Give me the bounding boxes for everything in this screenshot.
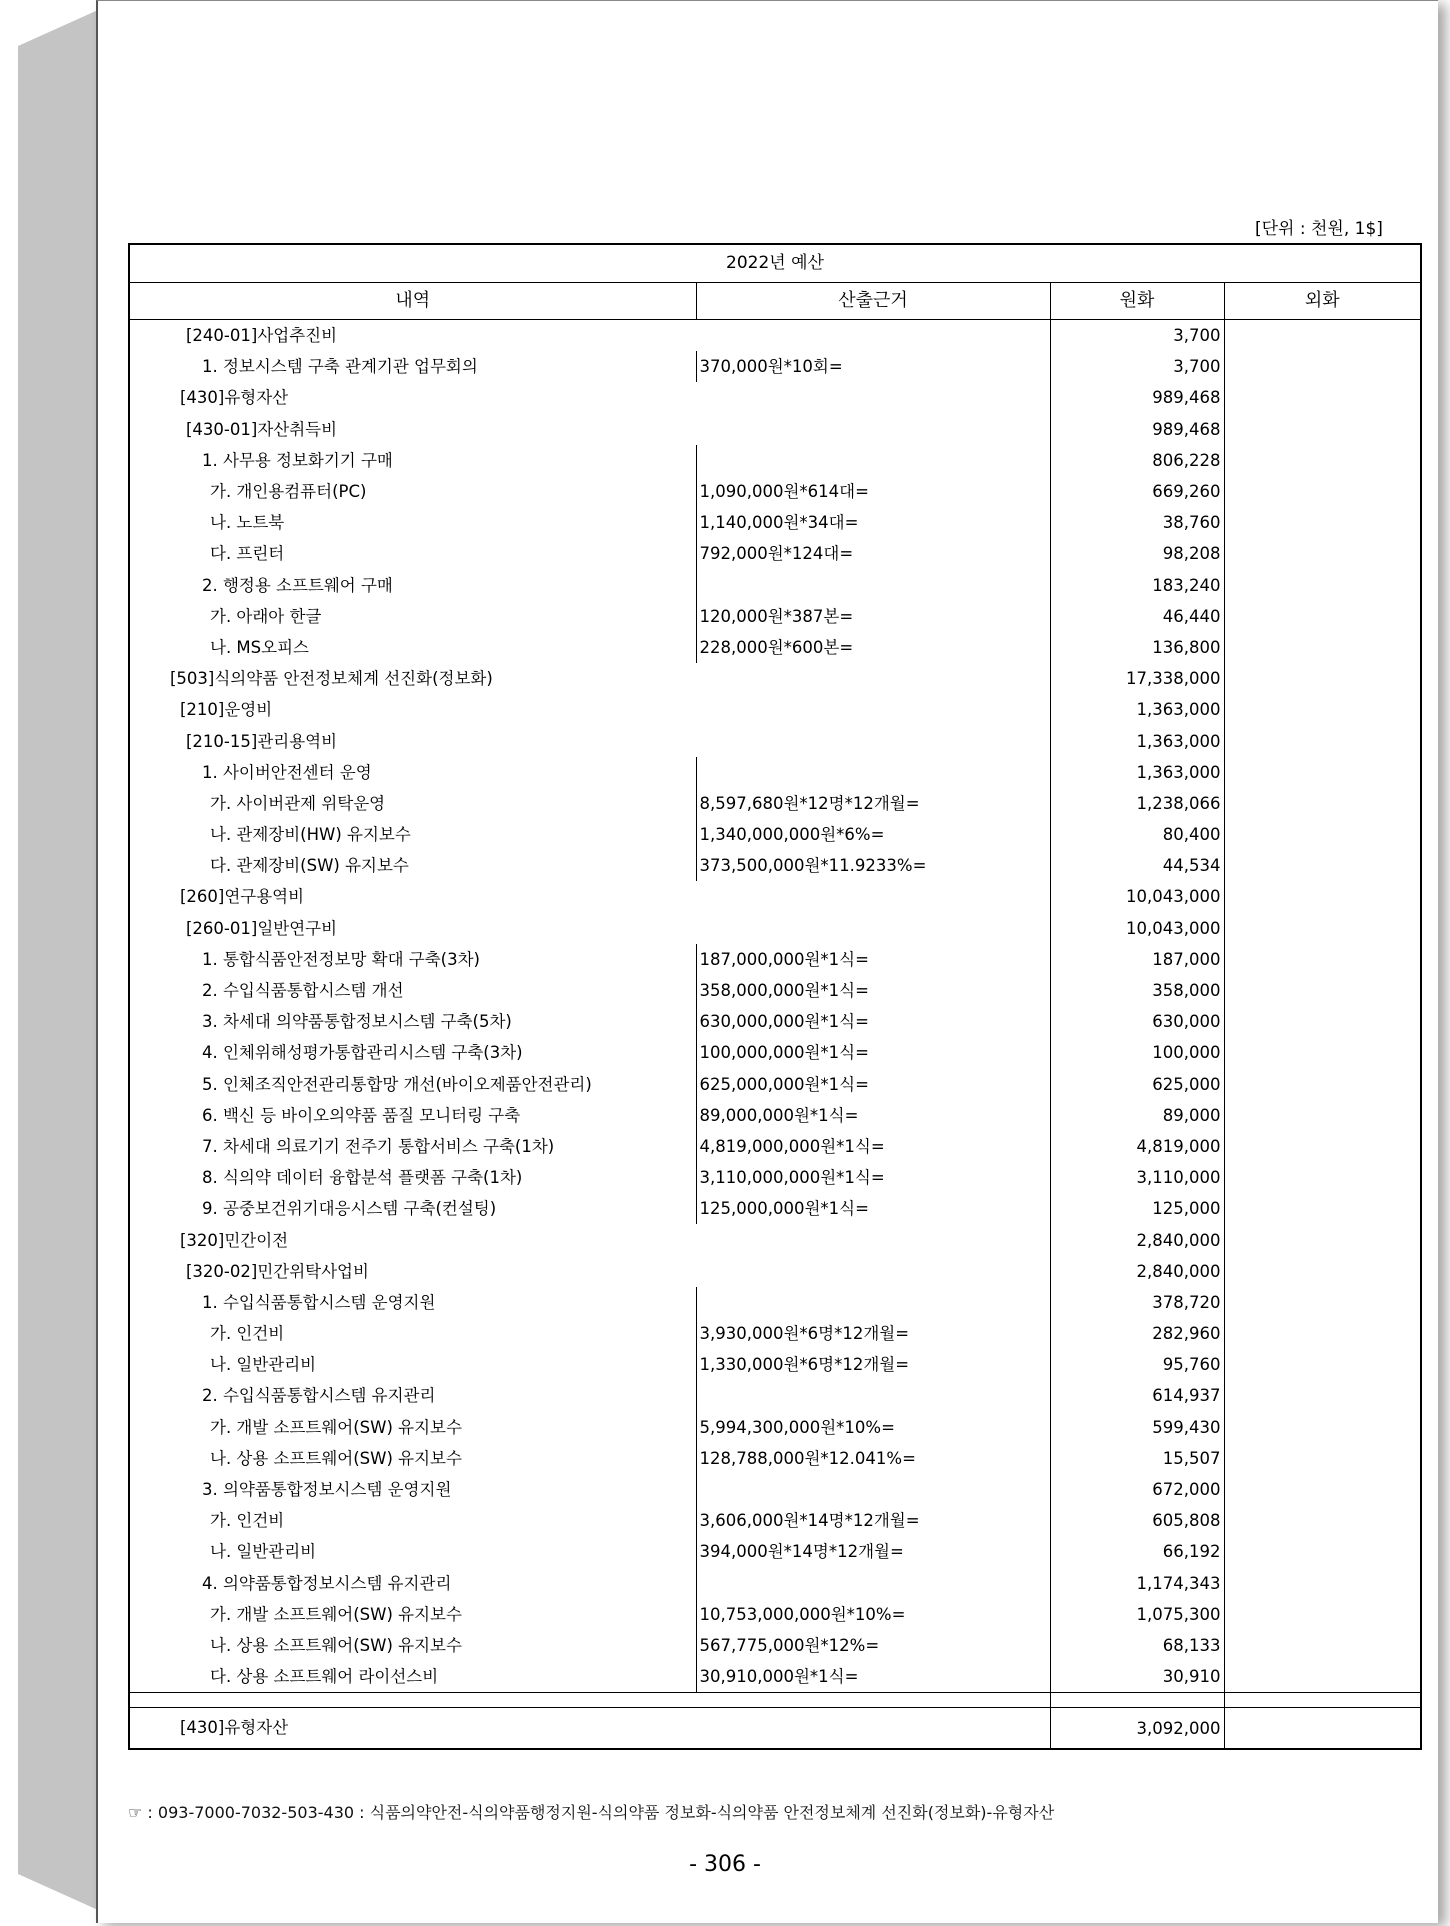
row-krw: 1,363,000 [1050, 725, 1224, 756]
row-basis: 625,000,000원*1식= [696, 1069, 1050, 1100]
row-fx [1224, 1474, 1421, 1505]
row-item: 다. 상용 소프트웨어 라이선스비 [129, 1661, 696, 1693]
row-item: [210]운영비 [129, 694, 1050, 725]
row-item: 4. 의약품통합정보시스템 유지관리 [129, 1568, 696, 1599]
table-row [129, 975, 1421, 1006]
footnote: ☞ : 093-7000-7032-503-430 : 식품의약안전-식의약품행정지원-식의약품 정보화-식의약품 안전정보체계 선진화(정보화)-유형자산 [128, 1803, 1055, 1822]
table-row [129, 1193, 1421, 1224]
table-row [129, 694, 1421, 725]
row-basis: 120,000원*387본= [696, 601, 1050, 632]
row-fx [1224, 1599, 1421, 1630]
row-item: 나. 일반관리비 [129, 1536, 696, 1567]
budget-rows [129, 320, 1421, 1750]
row-item: 가. 아래아 한글 [129, 601, 696, 632]
table-row [129, 1162, 1421, 1193]
row-item: 나. 일반관리비 [129, 1349, 696, 1380]
row-fx [1224, 382, 1421, 413]
row-item: 가. 인건비 [129, 1505, 696, 1536]
row-krw: 44,534 [1050, 850, 1224, 881]
row-item: [210-15]관리용역비 [129, 725, 1050, 756]
table-row [129, 913, 1421, 944]
table-row [129, 538, 1421, 569]
row-fx [1224, 1349, 1421, 1380]
table-row [129, 1069, 1421, 1100]
row-item: 나. 관제장비(HW) 유지보수 [129, 819, 696, 850]
table-row [129, 1006, 1421, 1037]
row-item: [260]연구용역비 [129, 881, 1050, 912]
row-basis: 1,340,000,000원*6%= [696, 819, 1050, 850]
table-row [129, 1505, 1421, 1536]
row-item: [430-01]자산취득비 [129, 414, 1050, 445]
table-row [129, 601, 1421, 632]
final-row-fx [1224, 1708, 1421, 1750]
row-krw: 1,075,300 [1050, 1599, 1224, 1630]
row-basis [696, 445, 1050, 476]
row-basis: 228,000원*600본= [696, 632, 1050, 663]
header-item: 내역 [129, 283, 696, 320]
table-row [129, 1349, 1421, 1380]
row-item: 5. 인체조직안전관리통합망 개선(바이오제품안전관리) [129, 1069, 696, 1100]
row-fx [1224, 1224, 1421, 1255]
row-krw: 15,507 [1050, 1443, 1224, 1474]
row-fx [1224, 1443, 1421, 1474]
row-krw: 4,819,000 [1050, 1131, 1224, 1162]
table-row [129, 1443, 1421, 1474]
row-basis: 5,994,300,000원*10%= [696, 1412, 1050, 1443]
row-item: 3. 차세대 의약품통합정보시스템 구축(5차) [129, 1006, 696, 1037]
page-number: - 306 - [689, 1852, 761, 1877]
row-basis [696, 1568, 1050, 1599]
row-fx [1224, 725, 1421, 756]
row-basis: 4,819,000,000원*1식= [696, 1131, 1050, 1162]
row-basis: 1,090,000원*614대= [696, 476, 1050, 507]
row-krw: 358,000 [1050, 975, 1224, 1006]
row-fx [1224, 694, 1421, 725]
final-row-krw: 3,092,000 [1050, 1708, 1224, 1750]
table-row [129, 1037, 1421, 1068]
row-fx [1224, 1037, 1421, 1068]
row-krw: 98,208 [1050, 538, 1224, 569]
row-krw: 989,468 [1050, 414, 1224, 445]
table-row [129, 1474, 1421, 1505]
row-item: 가. 사이버관제 위탁운영 [129, 788, 696, 819]
final-row [129, 1708, 1421, 1750]
row-item: 1. 통합식품안전정보망 확대 구축(3차) [129, 944, 696, 975]
row-item: [430]유형자산 [129, 382, 1050, 413]
row-item: 가. 개인용컴퓨터(PC) [129, 476, 696, 507]
row-basis [696, 1474, 1050, 1505]
row-basis: 567,775,000원*12%= [696, 1630, 1050, 1661]
row-item: 3. 의약품통합정보시스템 운영지원 [129, 1474, 696, 1505]
row-krw: 630,000 [1050, 1006, 1224, 1037]
table-row [129, 476, 1421, 507]
row-fx [1224, 1318, 1421, 1349]
row-item: 가. 인건비 [129, 1318, 696, 1349]
table-row [129, 788, 1421, 819]
table-row [129, 1536, 1421, 1567]
row-fx [1224, 414, 1421, 445]
row-fx [1224, 788, 1421, 819]
row-krw: 46,440 [1050, 601, 1224, 632]
row-krw: 183,240 [1050, 570, 1224, 601]
row-basis [696, 1287, 1050, 1318]
row-fx [1224, 757, 1421, 788]
row-fx [1224, 1287, 1421, 1318]
row-fx [1224, 975, 1421, 1006]
row-fx [1224, 476, 1421, 507]
row-item: 1. 사이버안전센터 운영 [129, 757, 696, 788]
table-row [129, 320, 1421, 352]
book-spine [18, 10, 98, 1910]
row-basis: 89,000,000원*1식= [696, 1100, 1050, 1131]
row-basis: 394,000원*14명*12개월= [696, 1536, 1050, 1567]
row-krw: 136,800 [1050, 632, 1224, 663]
row-fx [1224, 819, 1421, 850]
row-krw: 669,260 [1050, 476, 1224, 507]
row-krw: 89,000 [1050, 1100, 1224, 1131]
row-basis: 1,140,000원*34대= [696, 507, 1050, 538]
table-row [129, 850, 1421, 881]
row-item: 나. 상용 소프트웨어(SW) 유지보수 [129, 1443, 696, 1474]
row-item: 2. 행정용 소프트웨어 구매 [129, 570, 696, 601]
table-row [129, 819, 1421, 850]
row-item: 다. 프린터 [129, 538, 696, 569]
row-item: [320-02]민간위탁사업비 [129, 1256, 1050, 1287]
row-fx [1224, 1412, 1421, 1443]
table-row [129, 1256, 1421, 1287]
row-krw: 68,133 [1050, 1630, 1224, 1661]
row-fx [1224, 1162, 1421, 1193]
table-row [129, 1318, 1421, 1349]
row-item: 2. 수입식품통합시스템 개선 [129, 975, 696, 1006]
table-row [129, 1224, 1421, 1255]
table-row [129, 570, 1421, 601]
row-basis: 792,000원*124대= [696, 538, 1050, 569]
row-fx [1224, 1380, 1421, 1411]
row-krw: 1,174,343 [1050, 1568, 1224, 1599]
row-fx [1224, 320, 1421, 352]
table-row [129, 632, 1421, 663]
row-fx [1224, 850, 1421, 881]
row-krw: 282,960 [1050, 1318, 1224, 1349]
row-fx [1224, 632, 1421, 663]
row-basis [696, 570, 1050, 601]
final-row-item: [430]유형자산 [129, 1708, 1050, 1750]
row-krw: 1,363,000 [1050, 694, 1224, 725]
row-item: 나. MS오피스 [129, 632, 696, 663]
table-row [129, 663, 1421, 694]
row-fx [1224, 1536, 1421, 1567]
row-item: 1. 수입식품통합시스템 운영지원 [129, 1287, 696, 1318]
row-fx [1224, 1630, 1421, 1661]
row-item: 8. 식의약 데이터 융합분석 플랫폼 구축(1차) [129, 1162, 696, 1193]
row-fx [1224, 1131, 1421, 1162]
row-item: 가. 개발 소프트웨어(SW) 유지보수 [129, 1412, 696, 1443]
table-row [129, 1380, 1421, 1411]
table-row [129, 1412, 1421, 1443]
row-basis: 8,597,680원*12명*12개월= [696, 788, 1050, 819]
row-basis: 10,753,000,000원*10%= [696, 1599, 1050, 1630]
table-row [129, 1287, 1421, 1318]
row-krw: 95,760 [1050, 1349, 1224, 1380]
row-krw: 38,760 [1050, 507, 1224, 538]
row-basis: 1,330,000원*6명*12개월= [696, 1349, 1050, 1380]
row-krw: 100,000 [1050, 1037, 1224, 1068]
table-row [129, 944, 1421, 975]
row-fx [1224, 944, 1421, 975]
row-krw: 66,192 [1050, 1536, 1224, 1567]
row-fx [1224, 507, 1421, 538]
row-item: 가. 개발 소프트웨어(SW) 유지보수 [129, 1599, 696, 1630]
row-basis: 3,606,000원*14명*12개월= [696, 1505, 1050, 1536]
row-basis: 128,788,000원*12.041%= [696, 1443, 1050, 1474]
table-row [129, 1100, 1421, 1131]
spacer-row [129, 1693, 1421, 1708]
row-item: 나. 상용 소프트웨어(SW) 유지보수 [129, 1630, 696, 1661]
row-krw: 806,228 [1050, 445, 1224, 476]
row-fx [1224, 601, 1421, 632]
row-basis: 100,000,000원*1식= [696, 1037, 1050, 1068]
row-basis: 3,110,000,000원*1식= [696, 1162, 1050, 1193]
table-row [129, 1568, 1421, 1599]
row-krw: 80,400 [1050, 819, 1224, 850]
row-fx [1224, 1661, 1421, 1693]
row-fx [1224, 1568, 1421, 1599]
row-fx [1224, 1505, 1421, 1536]
row-item: 다. 관제장비(SW) 유지보수 [129, 850, 696, 881]
row-basis: 630,000,000원*1식= [696, 1006, 1050, 1037]
header-krw: 원화 [1050, 283, 1224, 320]
row-item: [240-01]사업추진비 [129, 320, 1050, 352]
row-krw: 3,110,000 [1050, 1162, 1224, 1193]
row-basis [696, 757, 1050, 788]
row-krw: 10,043,000 [1050, 913, 1224, 944]
row-item: 1. 정보시스템 구축 관계기관 업무회의 [129, 351, 696, 382]
table-row [129, 414, 1421, 445]
row-krw: 672,000 [1050, 1474, 1224, 1505]
row-fx [1224, 445, 1421, 476]
table-row [129, 382, 1421, 413]
row-basis: 358,000,000원*1식= [696, 975, 1050, 1006]
budget-table [128, 243, 1422, 1750]
row-fx [1224, 1069, 1421, 1100]
row-fx [1224, 1256, 1421, 1287]
header-fx: 외화 [1224, 283, 1421, 320]
row-item: 2. 수입식품통합시스템 유지관리 [129, 1380, 696, 1411]
row-krw: 3,700 [1050, 320, 1224, 352]
row-krw: 1,363,000 [1050, 757, 1224, 788]
table-row [129, 1630, 1421, 1661]
row-krw: 625,000 [1050, 1069, 1224, 1100]
row-item: 나. 노트북 [129, 507, 696, 538]
table-row [129, 445, 1421, 476]
row-fx [1224, 881, 1421, 912]
row-krw: 989,468 [1050, 382, 1224, 413]
row-krw: 1,238,066 [1050, 788, 1224, 819]
row-basis [696, 1380, 1050, 1411]
table-row [129, 1661, 1421, 1693]
row-item: 1. 사무용 정보화기기 구매 [129, 445, 696, 476]
table-row [129, 1131, 1421, 1162]
row-krw: 17,338,000 [1050, 663, 1224, 694]
row-krw: 187,000 [1050, 944, 1224, 975]
unit-note: [단위 : 천원, 1$] [1255, 219, 1383, 239]
row-fx [1224, 538, 1421, 569]
row-item: [320]민간이전 [129, 1224, 1050, 1255]
row-item: [503]식의약품 안전정보체계 선진화(정보화) [129, 663, 1050, 694]
row-krw: 30,910 [1050, 1661, 1224, 1693]
row-fx [1224, 1193, 1421, 1224]
row-fx [1224, 1100, 1421, 1131]
row-item: 9. 공중보건위기대응시스템 구축(컨설팅) [129, 1193, 696, 1224]
row-fx [1224, 570, 1421, 601]
row-basis: 187,000,000원*1식= [696, 944, 1050, 975]
row-fx [1224, 351, 1421, 382]
row-krw: 614,937 [1050, 1380, 1224, 1411]
row-fx [1224, 913, 1421, 944]
row-item: 4. 인체위해성평가통합관리시스템 구축(3차) [129, 1037, 696, 1068]
row-item: 6. 백신 등 바이오의약품 품질 모니터링 구축 [129, 1100, 696, 1131]
row-basis: 125,000,000원*1식= [696, 1193, 1050, 1224]
row-basis: 30,910,000원*1식= [696, 1661, 1050, 1693]
table-row [129, 757, 1421, 788]
table-row [129, 1599, 1421, 1630]
row-krw: 378,720 [1050, 1287, 1224, 1318]
row-krw: 2,840,000 [1050, 1256, 1224, 1287]
row-krw: 2,840,000 [1050, 1224, 1224, 1255]
table-row [129, 507, 1421, 538]
table-row [129, 881, 1421, 912]
header-basis: 산출근거 [696, 283, 1050, 320]
row-krw: 10,043,000 [1050, 881, 1224, 912]
table-row [129, 725, 1421, 756]
row-item: [260-01]일반연구비 [129, 913, 1050, 944]
table-row [129, 351, 1421, 382]
row-krw: 599,430 [1050, 1412, 1224, 1443]
row-basis: 373,500,000원*11.9233%= [696, 850, 1050, 881]
row-fx [1224, 1006, 1421, 1037]
table-title: 2022년 예산 [129, 244, 1421, 283]
row-krw: 125,000 [1050, 1193, 1224, 1224]
row-item: 7. 차세대 의료기기 전주기 통합서비스 구축(1차) [129, 1131, 696, 1162]
row-krw: 605,808 [1050, 1505, 1224, 1536]
row-krw: 3,700 [1050, 351, 1224, 382]
row-basis: 3,930,000원*6명*12개월= [696, 1318, 1050, 1349]
row-basis: 370,000원*10회= [696, 351, 1050, 382]
row-fx [1224, 663, 1421, 694]
